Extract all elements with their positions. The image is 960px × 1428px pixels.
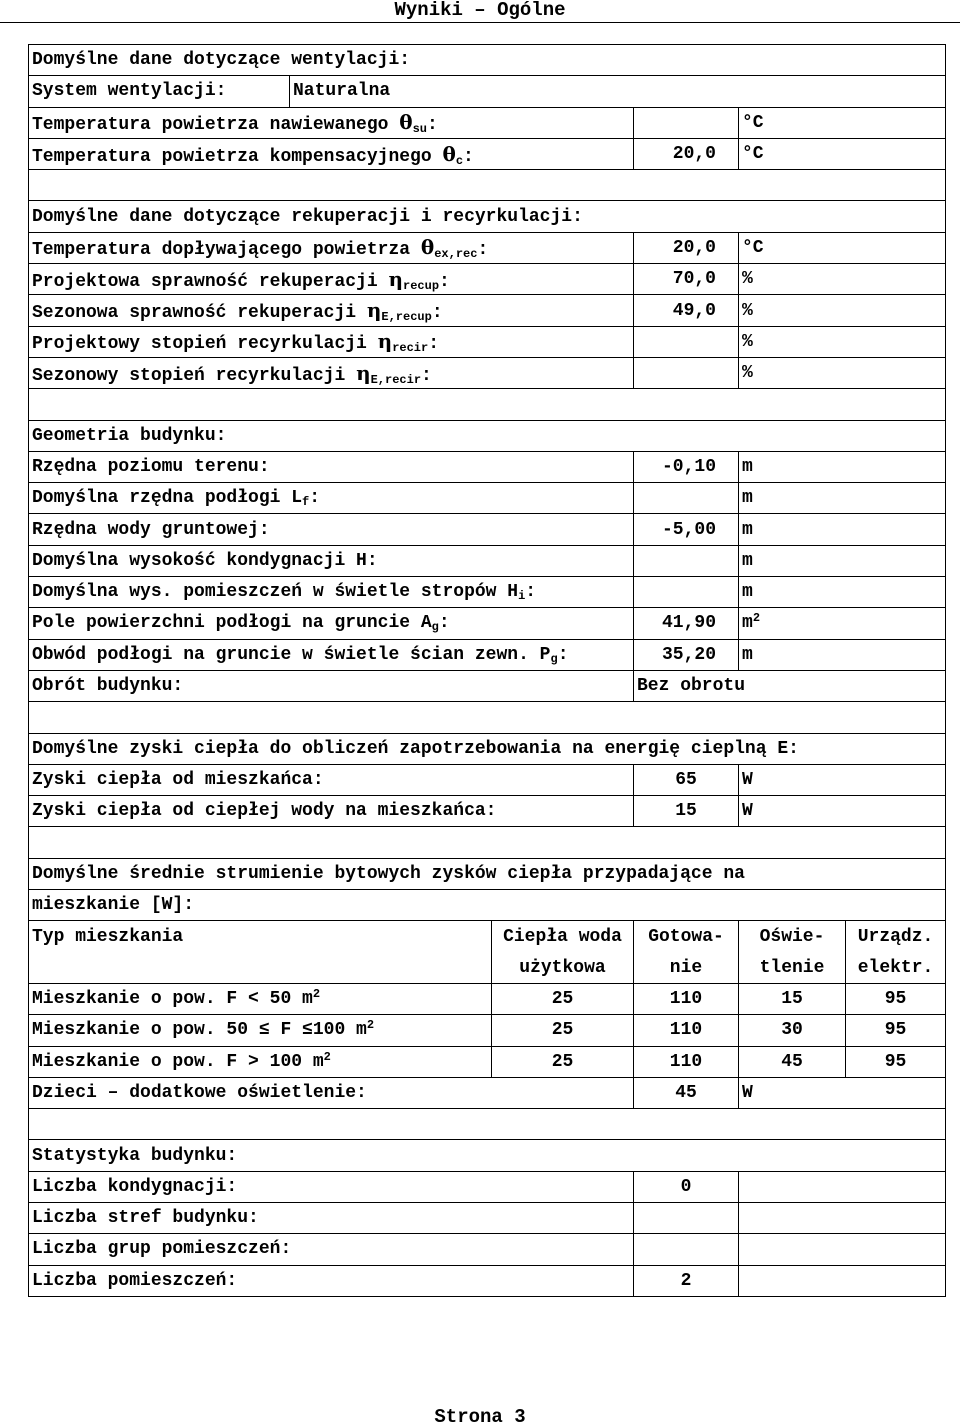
streams-row-type-text: Mieszkanie o pow. F < 50 m <box>32 989 313 1010</box>
streams-row-type <box>29 1046 492 1077</box>
streams-row-type-sup: 2 <box>323 1049 331 1064</box>
geom-row-unit <box>739 483 946 514</box>
stats-row-value <box>634 1234 739 1265</box>
stats-row-empty <box>739 1171 946 1202</box>
recup-row <box>29 295 946 326</box>
streams-heading-2: mieszkanie [W]: <box>29 890 946 921</box>
streams-row-lighting: 45 <box>739 1046 846 1077</box>
stats-row <box>29 1171 946 1202</box>
recup-row-label: Sezonowy stopień recyrkulacji $\eta_{E,recir}$: <box>29 357 634 388</box>
col-devices-2: elektr. <box>846 952 946 983</box>
recup-row-value: 70,0 <box>634 264 739 295</box>
vent-comp-temp-text: Temperatura powietrza kompensacyjnego <box>32 146 443 167</box>
recup-row-text: Projektowa sprawność rekuperacji <box>32 271 389 292</box>
stats-row-label: Liczba stref budynku: <box>29 1202 634 1233</box>
page-header: Wyniki – Ogólne <box>0 0 960 23</box>
geom-row-label <box>29 514 634 545</box>
geom-row-unit-text: m <box>742 582 753 603</box>
vent-comp-temp-unit: °C <box>739 138 946 169</box>
recup-row-unit: % <box>739 264 946 295</box>
col-hot-water-2: użytkowa <box>492 952 634 983</box>
geom-row-text: Domyślna rzędna podłogi L <box>32 488 303 509</box>
recup-row <box>29 232 946 263</box>
gains-heading: Domyślne zyski ciepła do obliczeń zapotrzebowania na energię cieplną E: <box>29 733 946 764</box>
vent-system-label: System wentylacji: <box>29 76 290 107</box>
theta-symbol: θ <box>420 235 435 260</box>
geom-row-unit-text: m <box>742 488 753 509</box>
eta-symbol: η <box>366 298 382 323</box>
geom-row-value: -5,00 <box>634 514 739 545</box>
stats-row-label: Liczba kondygnacji: <box>29 1171 634 1202</box>
streams-row-type <box>29 983 492 1014</box>
geom-row-unit <box>739 514 946 545</box>
vent-supply-temp-unit: °C <box>739 107 946 138</box>
stats-row-value: 2 <box>634 1265 739 1296</box>
stats-heading-row <box>29 1140 946 1171</box>
geom-row <box>29 451 946 482</box>
col-cooking-2: nie <box>634 952 739 983</box>
vent-supply-temp-sub: su <box>412 122 428 137</box>
stats-row-value <box>634 1202 739 1233</box>
vent-system-row <box>29 76 946 107</box>
streams-row-devices: 95 <box>846 983 946 1014</box>
streams-row-hot-water: 25 <box>492 1015 634 1046</box>
recup-row-label: Temperatura dopływającego powietrza $\theta_{ex,rec}$: <box>29 232 634 263</box>
geom-row <box>29 545 946 576</box>
col-type-cont <box>29 952 492 983</box>
geom-row-value <box>634 577 739 608</box>
geom-row-tail: : <box>438 613 450 634</box>
vent-heading-row <box>29 45 946 76</box>
recup-row-value: 49,0 <box>634 295 739 326</box>
stats-rows <box>29 1171 946 1296</box>
geom-row-text: Rzędna wody gruntowej: <box>32 519 270 540</box>
streams-kids-unit: W <box>739 1077 946 1108</box>
gains-row-unit: W <box>739 796 946 827</box>
vent-heading: Domyślne dane dotyczące wentylacji: <box>29 45 946 76</box>
vent-supply-temp-text: Temperatura powietrza nawiewanego <box>32 115 400 136</box>
recup-row-value: 20,0 <box>634 232 739 263</box>
streams-row <box>29 1015 946 1046</box>
geom-row-tail: : <box>557 644 569 665</box>
recup-row-unit: % <box>739 357 946 388</box>
eta-symbol: η <box>377 329 393 354</box>
vent-comp-temp-row <box>29 138 946 169</box>
streams-row-devices: 95 <box>846 1015 946 1046</box>
vent-supply-temp-value <box>634 107 739 138</box>
page-footer: Strona 3 <box>434 1406 526 1428</box>
streams-kids-label: Dzieci – dodatkowe oświetlenie: <box>29 1077 634 1108</box>
geom-row-value <box>634 545 739 576</box>
gains-heading-row <box>29 733 946 764</box>
streams-heading-1: Domyślne średnie strumienie bytowych zysków ciepła przypadające na <box>29 858 946 889</box>
geom-row-unit-text: m <box>742 613 753 634</box>
recup-rows <box>29 232 946 388</box>
stats-row-empty <box>739 1234 946 1265</box>
geom-rows <box>29 451 946 670</box>
streams-row <box>29 1046 946 1077</box>
streams-heading-row-1 <box>29 858 946 889</box>
streams-row-cooking: 110 <box>634 1046 739 1077</box>
recup-heading: Domyślne dane dotyczące rekuperacji i recyrkulacji: <box>29 201 946 232</box>
recup-row-text: Temperatura dopływającego powietrza <box>32 240 421 261</box>
streams-row-hot-water: 25 <box>492 1046 634 1077</box>
streams-colhead-row-1 <box>29 921 946 952</box>
recup-row <box>29 326 946 357</box>
streams-heading-row-2 <box>29 890 946 921</box>
geom-row-text: Obwód podłogi na gruncie w świetle ścian zewn. P <box>32 644 551 665</box>
recup-row-text: Projektowy stopień recyrkulacji <box>32 334 378 355</box>
streams-row-lighting: 30 <box>739 1015 846 1046</box>
geom-row-value: 35,20 <box>634 639 739 670</box>
geom-row-value: 41,90 <box>634 608 739 639</box>
streams-kids-value: 45 <box>634 1077 739 1108</box>
geom-row-unit <box>739 545 946 576</box>
stats-row <box>29 1202 946 1233</box>
stats-heading: Statystyka budynku: <box>29 1140 946 1171</box>
geom-row-label <box>29 483 634 514</box>
gains-row-unit: W <box>739 764 946 795</box>
spacer-row <box>29 702 946 733</box>
geom-rotation-label: Obrót budynku: <box>29 670 634 701</box>
spacer-row <box>29 389 946 420</box>
streams-row-type-text: Mieszkanie o pow. 50 ≤ F ≤100 m <box>32 1020 367 1041</box>
recup-row-value <box>634 357 739 388</box>
recup-row-label: Projektowa sprawność rekuperacji $\eta_{recup}$: <box>29 264 634 295</box>
streams-row-hot-water: 25 <box>492 983 634 1014</box>
geom-row-label <box>29 577 634 608</box>
stats-row-value: 0 <box>634 1171 739 1202</box>
streams-row-type <box>29 1015 492 1046</box>
geom-row-text: Domyślna wys. pomieszczeń w świetle stropów H <box>32 582 519 603</box>
geom-row-value <box>634 483 739 514</box>
geom-row-text: Pole powierzchni podłogi na gruncie A <box>32 613 432 634</box>
geom-row-unit <box>739 451 946 482</box>
vent-comp-temp-value: 20,0 <box>634 138 739 169</box>
stats-row <box>29 1234 946 1265</box>
recup-row-text: Sezonowy stopień recyrkulacji <box>32 365 357 386</box>
vent-supply-temp-label: Temperatura powietrza nawiewanego $\theta_{su}$: <box>29 107 634 138</box>
geom-row-sub: g <box>550 651 558 666</box>
geom-row <box>29 639 946 670</box>
recup-heading-row <box>29 201 946 232</box>
streams-row-devices: 95 <box>846 1046 946 1077</box>
geom-row-label <box>29 451 634 482</box>
vent-system-value: Naturalna <box>290 76 946 107</box>
geom-row-unit-sup: 2 <box>752 611 761 626</box>
geom-row-sub: f <box>302 495 310 510</box>
geom-row <box>29 514 946 545</box>
streams-rows <box>29 983 946 1077</box>
geom-row-unit-text: m <box>742 644 753 665</box>
stats-row-label: Liczba grup pomieszczeń: <box>29 1234 634 1265</box>
geom-row-unit-text: m <box>742 550 753 571</box>
geom-row-text: Rzędna poziomu terenu: <box>32 457 270 477</box>
recup-row-value <box>634 326 739 357</box>
col-lighting-2: tlenie <box>739 952 846 983</box>
spacer-row <box>29 827 946 858</box>
spacer-row <box>29 1109 946 1140</box>
col-lighting-1: Oświe- <box>739 921 846 952</box>
vent-comp-temp-sub: c <box>455 153 464 168</box>
recup-row-label: Sezonowa sprawność rekuperacji $\eta_{E,recup}$: <box>29 295 634 326</box>
geom-row-text: Domyślna wysokość kondygnacji H: <box>32 550 378 571</box>
streams-row-lighting: 15 <box>739 983 846 1014</box>
streams-row-type-sup: 2 <box>366 1018 375 1033</box>
theta-symbol: θ <box>442 141 456 166</box>
col-type: Typ mieszkania <box>29 921 492 952</box>
gains-row-value: 65 <box>634 764 739 795</box>
recup-row-sub: recir <box>392 341 429 356</box>
theta-symbol: θ <box>399 110 413 135</box>
gains-row-label: Zyski ciepła od ciepłej wody na mieszkańca: <box>29 796 634 827</box>
streams-kids-row <box>29 1077 946 1108</box>
geom-row-label <box>29 545 634 576</box>
recup-row-unit: % <box>739 326 946 357</box>
recup-row-sub: E,recir <box>370 372 422 387</box>
eta-symbol: η <box>356 360 371 385</box>
vent-supply-temp-row <box>29 107 946 138</box>
gains-row <box>29 796 946 827</box>
vent-comp-temp-label: Temperatura powietrza kompensacyjnego $\theta_c$: <box>29 138 634 169</box>
geom-row-value: -0,10 <box>634 451 739 482</box>
geom-row-unit <box>739 639 946 670</box>
stats-row-label: Liczba pomieszczeń: <box>29 1265 634 1296</box>
geom-row-unit-text: m <box>742 519 753 540</box>
stats-row-empty <box>739 1265 946 1296</box>
geom-row-unit <box>739 577 946 608</box>
stats-row-empty <box>739 1202 946 1233</box>
gains-rows <box>29 764 946 827</box>
geom-row-unit <box>739 608 946 639</box>
recup-row <box>29 264 946 295</box>
gains-row-value: 15 <box>634 796 739 827</box>
geom-row-sub: g <box>431 620 439 635</box>
recup-row-sub: E,recup <box>381 310 432 325</box>
stats-row <box>29 1265 946 1296</box>
recup-row-label: Projektowy stopień recyrkulacji $\eta_{recir}$: <box>29 326 634 357</box>
geom-row <box>29 577 946 608</box>
streams-row <box>29 983 946 1014</box>
streams-row-cooking: 110 <box>634 983 739 1014</box>
col-hot-water-1: Ciepła woda <box>492 921 634 952</box>
geom-rotation-value: Bez obrotu <box>634 670 946 701</box>
gains-row-label: Zyski ciepła od mieszkańca: <box>29 764 634 795</box>
streams-row-type-sup: 2 <box>312 987 321 1002</box>
gains-row <box>29 764 946 795</box>
recup-row <box>29 357 946 388</box>
spacer-row <box>29 170 946 201</box>
recup-row-sub: recup <box>403 278 440 293</box>
geom-row-unit-text: m <box>742 457 753 477</box>
geom-row <box>29 608 946 639</box>
geom-row-tail: : <box>525 582 537 603</box>
streams-row-cooking: 110 <box>634 1015 739 1046</box>
recup-row-unit: °C <box>739 232 946 263</box>
streams-colhead-row-2 <box>29 952 946 983</box>
geom-row-label <box>29 639 634 670</box>
recup-row-text: Sezonowa sprawność rekuperacji <box>32 303 367 324</box>
results-table <box>28 44 946 1297</box>
col-devices-1: Urządz. <box>846 921 946 952</box>
geom-row-tail: : <box>309 488 321 509</box>
geom-heading: Geometria budynku: <box>29 420 946 451</box>
geom-row-label <box>29 608 634 639</box>
recup-row-unit: % <box>739 295 946 326</box>
recup-row-sub: ex,rec <box>434 247 478 262</box>
geom-rotation-row <box>29 670 946 701</box>
geom-row-sub: i <box>518 589 526 604</box>
geom-row <box>29 483 946 514</box>
streams-row-type-text: Mieszkanie o pow. F > 100 m <box>32 1051 324 1072</box>
eta-symbol: η <box>388 266 404 291</box>
geom-heading-row <box>29 420 946 451</box>
col-cooking-1: Gotowa- <box>634 921 739 952</box>
